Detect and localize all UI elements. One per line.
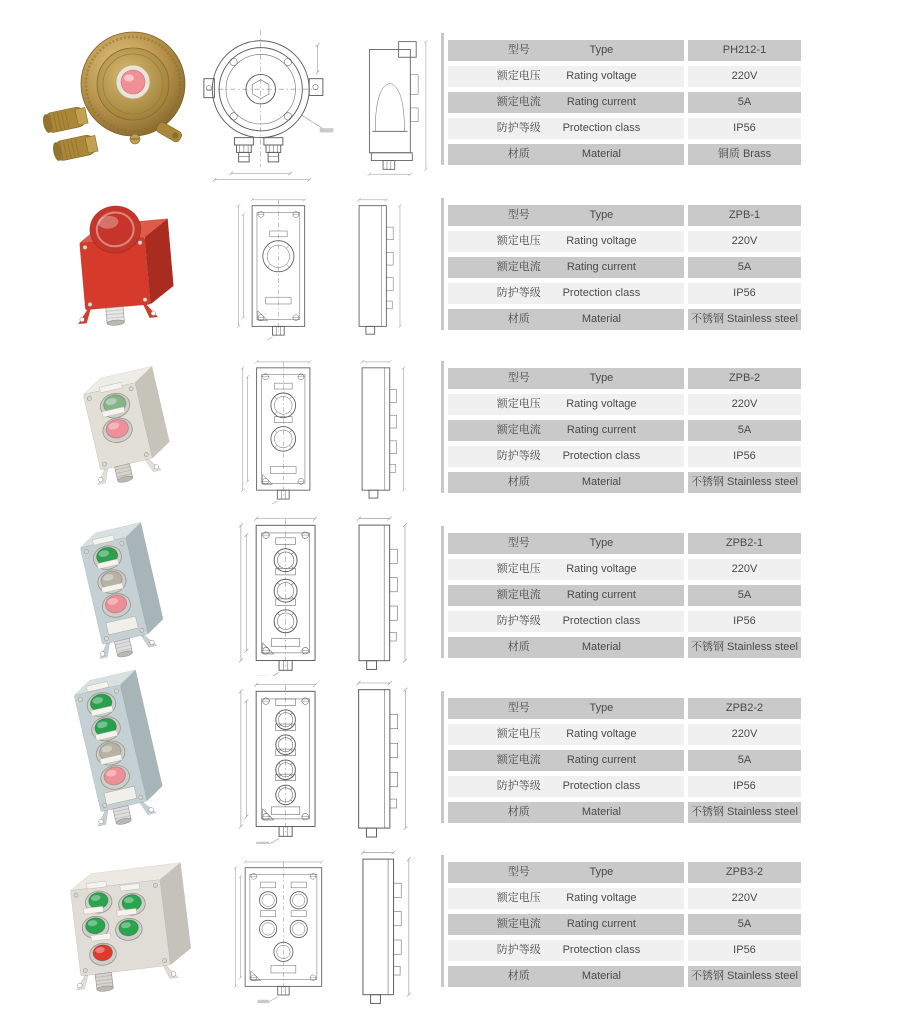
table-row (448, 66, 804, 87)
spec-label-cell (448, 309, 684, 330)
spec-label-cn: 额定电流 (496, 96, 541, 108)
spec-label-cell (448, 446, 684, 467)
spec-label-en: Rating current (566, 261, 636, 273)
spec-label-cell (448, 698, 684, 719)
spec-value: IP56 (688, 611, 801, 632)
spec-label-en: Type (589, 866, 614, 878)
spec-label-en: Material (581, 313, 621, 325)
spec-label-cn: 材质 (507, 148, 530, 160)
spec-label-en: Material (581, 476, 621, 488)
spec-table (441, 198, 809, 330)
front-view-drawing (230, 676, 339, 844)
spec-value: 220V (688, 231, 801, 252)
spec-label-en: Material (581, 148, 621, 160)
spec-label-cn: 型号 (507, 209, 530, 221)
spec-label-cn: 型号 (507, 44, 530, 56)
spec-label-cn: 材质 (507, 313, 530, 325)
spec-table (441, 855, 809, 987)
spec-label-cell (448, 940, 684, 961)
table-row (448, 888, 804, 909)
table-row (448, 40, 804, 61)
spec-label-cn: 材质 (507, 970, 530, 982)
product-drawing (230, 512, 418, 676)
spec-value: IP56 (688, 283, 801, 304)
spec-label-en: Protection class (562, 122, 641, 134)
spec-label-cn: 材质 (507, 641, 530, 653)
product-photo-svg (45, 360, 193, 500)
table-row (448, 446, 804, 467)
spec-label-cell (448, 118, 684, 139)
table-accent-bar (441, 691, 444, 823)
spec-label-cn: 额定电压 (496, 235, 541, 247)
front-view-drawing (226, 356, 339, 504)
spec-label-cn: 额定电压 (496, 892, 541, 904)
table-row (448, 611, 804, 632)
spec-label-cell (448, 776, 684, 797)
spec-value: 220V (688, 559, 801, 580)
spec-value: ZPB3-2 (688, 862, 801, 883)
spec-label-cell (448, 420, 684, 441)
spec-label-cn: 额定电压 (496, 398, 541, 410)
front-view-drawing (226, 846, 341, 1010)
spec-value: IP56 (688, 776, 801, 797)
product-drawing (230, 676, 418, 844)
spec-label-cell (448, 533, 684, 554)
table-accent-bar (441, 198, 444, 330)
spec-label-en: Rating current (566, 589, 636, 601)
product-photo (30, 848, 210, 1010)
side-view-drawing (343, 512, 414, 676)
spec-value: 不锈钢 Stainless steel (688, 966, 801, 987)
spec-label-cell (448, 862, 684, 883)
spec-label-cell (448, 472, 684, 493)
spec-label-cn: 防护等级 (496, 780, 541, 792)
table-row (448, 283, 804, 304)
table-row (448, 802, 804, 823)
table-accent-bar (441, 855, 444, 987)
spec-label-cell (448, 888, 684, 909)
spec-value: PH212-1 (688, 40, 801, 61)
side-view-drawing (339, 194, 414, 340)
spec-label-cell (448, 750, 684, 771)
table-row (448, 205, 804, 226)
spec-table (441, 33, 809, 165)
spec-label-cn: 型号 (507, 866, 530, 878)
front-view-drawing (220, 194, 335, 340)
table-row (448, 231, 804, 252)
spec-value: 不锈钢 Stainless steel (688, 309, 801, 330)
spec-label-cn: 型号 (507, 702, 530, 714)
product-drawing (226, 356, 420, 504)
spec-label-cell (448, 585, 684, 606)
spec-label-en: Type (589, 537, 614, 549)
spec-label-en: Rating current (566, 424, 636, 436)
table-row (448, 92, 804, 113)
front-view-drawing (230, 512, 339, 676)
spec-label-en: Protection class (562, 780, 641, 792)
table-row (448, 914, 804, 935)
side-view-drawing (343, 356, 417, 504)
spec-label-cell (448, 611, 684, 632)
product-drawing (196, 26, 436, 184)
spec-label-cn: 额定电压 (496, 563, 541, 575)
table-row (448, 368, 804, 389)
spec-label-en: Protection class (562, 944, 641, 956)
spec-label-en: Rating voltage (566, 563, 637, 575)
spec-label-cell (448, 257, 684, 278)
spec-value: 5A (688, 257, 801, 278)
spec-table (441, 691, 809, 823)
spec-value: 220V (688, 888, 801, 909)
spec-label-cn: 材质 (507, 806, 530, 818)
spec-label-en: Type (589, 702, 614, 714)
spec-label-cell (448, 637, 684, 658)
table-row (448, 585, 804, 606)
spec-label-cell (448, 144, 684, 165)
spec-label-en: Rating voltage (566, 235, 637, 247)
spec-value: 5A (688, 420, 801, 441)
table-row (448, 420, 804, 441)
spec-label-cell (448, 802, 684, 823)
spec-label-cell (448, 394, 684, 415)
spec-table (441, 361, 809, 493)
spec-label-cell (448, 205, 684, 226)
spec-value: 不锈钢 Stainless steel (688, 802, 801, 823)
spec-label-cn: 额定电流 (496, 589, 541, 601)
side-view-drawing (343, 676, 414, 844)
spec-label-en: Rating voltage (566, 892, 637, 904)
spec-label-cell (448, 914, 684, 935)
product-photo-svg (30, 668, 210, 833)
spec-label-cell (448, 92, 684, 113)
product-photo-svg (38, 22, 203, 174)
spec-label-cn: 型号 (507, 372, 530, 384)
spec-table (441, 526, 809, 658)
spec-label-cell (448, 40, 684, 61)
spec-value: IP56 (688, 118, 801, 139)
spec-label-en: Rating voltage (566, 398, 637, 410)
table-row (448, 472, 804, 493)
spec-label-cn: 型号 (507, 537, 530, 549)
table-row (448, 257, 804, 278)
front-view-drawing (196, 26, 342, 184)
spec-value: ZPB-1 (688, 205, 801, 226)
spec-value: IP56 (688, 940, 801, 961)
spec-label-en: Material (581, 641, 621, 653)
table-row (448, 750, 804, 771)
product-photo (38, 22, 203, 174)
product-photo-svg (40, 516, 198, 668)
spec-label-cell (448, 283, 684, 304)
spec-value: 不锈钢 Stainless steel (688, 472, 801, 493)
spec-label-cn: 材质 (507, 476, 530, 488)
table-accent-bar (441, 33, 444, 165)
table-row (448, 637, 804, 658)
spec-value: 220V (688, 724, 801, 745)
table-row (448, 118, 804, 139)
spec-label-en: Type (589, 372, 614, 384)
spec-label-cell (448, 66, 684, 87)
spec-label-cell (448, 724, 684, 745)
spec-value: ZPB2-2 (688, 698, 801, 719)
spec-value: 5A (688, 585, 801, 606)
spec-label-en: Rating voltage (566, 70, 637, 82)
spec-label-en: Material (581, 970, 621, 982)
spec-label-cn: 额定电流 (496, 918, 541, 930)
product-photo (40, 516, 198, 668)
spec-label-cn: 额定电压 (496, 70, 541, 82)
spec-value: 5A (688, 914, 801, 935)
spec-label-en: Protection class (562, 287, 641, 299)
table-row (448, 940, 804, 961)
spec-label-cn: 额定电流 (496, 424, 541, 436)
spec-value: IP56 (688, 446, 801, 467)
spec-label-cn: 防护等级 (496, 944, 541, 956)
product-photo-svg (52, 196, 197, 334)
spec-label-cell (448, 966, 684, 987)
spec-value: ZPB-2 (688, 368, 801, 389)
spec-label-cn: 防护等级 (496, 287, 541, 299)
spec-value: 5A (688, 750, 801, 771)
product-photo-svg (30, 848, 210, 1010)
spec-label-en: Protection class (562, 615, 641, 627)
side-view-drawing (345, 846, 420, 1010)
spec-label-cn: 防护等级 (496, 122, 541, 134)
table-row (448, 698, 804, 719)
spec-label-cn: 额定电压 (496, 728, 541, 740)
spec-label-cn: 防护等级 (496, 615, 541, 627)
spec-label-en: Type (589, 209, 614, 221)
spec-label-en: Protection class (562, 450, 641, 462)
table-accent-bar (441, 361, 444, 493)
table-row (448, 144, 804, 165)
spec-label-cn: 额定电流 (496, 754, 541, 766)
spec-label-cell (448, 368, 684, 389)
spec-label-cn: 额定电流 (496, 261, 541, 273)
product-photo (52, 196, 197, 334)
spec-label-cn: 防护等级 (496, 450, 541, 462)
spec-label-en: Rating current (566, 918, 636, 930)
spec-label-en: Rating current (566, 754, 636, 766)
spec-value: 5A (688, 92, 801, 113)
product-drawing (220, 194, 418, 340)
table-row (448, 966, 804, 987)
table-row (448, 724, 804, 745)
spec-label-cell (448, 559, 684, 580)
product-photo (45, 360, 193, 500)
spec-label-en: Rating voltage (566, 728, 637, 740)
spec-value: 铜质 Brass (688, 144, 801, 165)
table-row (448, 559, 804, 580)
table-accent-bar (441, 526, 444, 658)
side-view-drawing (346, 26, 436, 184)
table-row (448, 776, 804, 797)
table-row (448, 309, 804, 330)
spec-label-en: Rating current (566, 96, 636, 108)
spec-value: 220V (688, 66, 801, 87)
spec-label-en: Type (589, 44, 614, 56)
spec-value: 220V (688, 394, 801, 415)
product-drawing (226, 846, 424, 1010)
spec-label-cell (448, 231, 684, 252)
table-row (448, 862, 804, 883)
table-row (448, 394, 804, 415)
spec-label-en: Material (581, 806, 621, 818)
product-photo (30, 668, 210, 833)
table-row (448, 533, 804, 554)
spec-value: 不锈钢 Stainless steel (688, 637, 801, 658)
spec-value: ZPB2-1 (688, 533, 801, 554)
